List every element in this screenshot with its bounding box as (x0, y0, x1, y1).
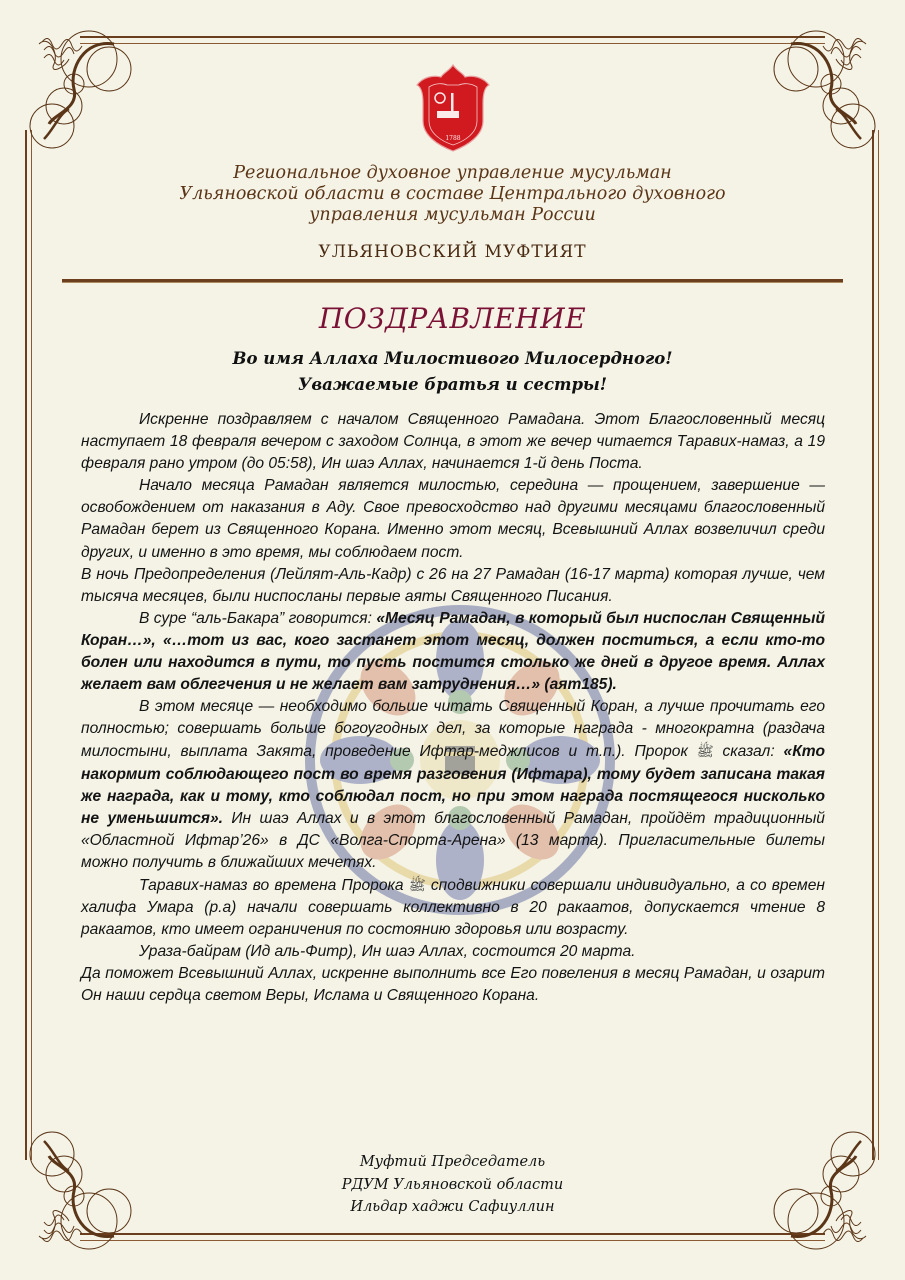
paragraph-text: В этом месяце — необходимо больше читать Священный Коран, а лучше прочитать его полностью; совершать больше богоугодных дел, за которые награда - многократна (раздача милостыни, выплата Закята, проведение Ифтар-меджлисов и т.п.). Пророк (81, 698, 825, 761)
frame-bottom-border (80, 1233, 825, 1241)
greeting-line-address: Уважаемые братья и сестры! (297, 375, 608, 394)
quran-quote: «Месяц Рамадан, в который был ниспослан Священный Коран…», «…тот из вас, кого застанет этот месяц, должен поститься, а если кто-то болен или находится в пути, то пусть постится столько же дней в другое время. Аллах желает вам облегчения и не желает вам затруднения…» (аят185). (81, 609, 825, 694)
frame-right-border (872, 130, 879, 1160)
paragraph: Искренне поздравляем с началом Священного Рамадана. Этот Благословенный месяц наступает 18 февраля вечером с заходом Солнца, в этот же вечер читается Таравих-намаз, а 19 февраля рано утром (до 05:58), Ин шаэ Аллах, начинается 1-й день Поста. (81, 411, 825, 473)
muftiyat-emblem-logo (413, 63, 493, 153)
org-line: управления мусульман России (309, 205, 596, 225)
greeting (150, 346, 755, 398)
paragraph: Ураза-байрам (Ид аль-Фитр), Ин шаэ Аллах, состоится 20 марта. (139, 943, 636, 961)
paragraph-text: Таравих-намаз во времена Пророка (139, 876, 409, 894)
signature-organization: РДУМ Ульяновской области (341, 1176, 564, 1193)
paragraph-text: Ин шаэ Аллах и в этот благословенный Рамадан, пройдёт традиционный «Областной Ифтар’26» в ДС «Волга-Спорта-Арена» (13 марта). Пригласительные билеты можно получить в ближайших мечетях. (81, 809, 825, 871)
paragraph (81, 608, 825, 696)
paragraph (81, 874, 825, 941)
paragraph: В ночь Предопределения (Лейлят-Аль-Кадр) с 26 на 27 Рамадан (16-17 марта) которая лучше, чем тысяча месяцев, были ниспосланы первые аяты Священного Писания. (81, 565, 825, 605)
organization-name (120, 163, 785, 226)
signature-title: Муфтий Председатель (359, 1154, 546, 1170)
greeting-line-basmala: Во имя Аллаха Милостивого Милосердного! (232, 349, 673, 368)
frame-left-border (25, 130, 32, 1160)
emblem-year: 1788 (445, 135, 461, 142)
signature-block (250, 1151, 655, 1219)
org-line: Региональное духовное управление мусульман (233, 163, 672, 183)
pbuh-ligature-icon: ﷺ (408, 876, 426, 893)
header-divider (62, 279, 843, 283)
flourish-corner-icon (14, 14, 154, 154)
paragraph-text: сказал: (713, 743, 784, 761)
flourish-corner-icon (751, 1126, 891, 1266)
pbuh-ligature-icon: ﷺ (696, 743, 714, 760)
hadith-quote: «Кто накормит соблюдающего пост во время разговения (Ифтара), тому будет записана такая же награда, как и тому, кто соблюдал пост, но при этом награда постящегося нисколько не уменьшится». (81, 743, 825, 827)
letter-body (81, 409, 825, 1008)
paragraph (81, 696, 825, 874)
paragraph: Начало месяца Рамадан является милостью, середина — прощением, завершение — освобождением от наказания в Аду. Свое превосходство над другими месяцами благословенный Рамадан берет из Священного Корана. Именно этот месяц, Всевышний Аллах возвеличил среди других, и именно в это время, мы соблюдаем пост. (81, 477, 825, 561)
paragraph-text: В суре “аль-Бакара” говорится: (139, 609, 377, 627)
frame-top-border (80, 36, 825, 44)
muftiyat-name: УЛЬЯНОВСКИЙ МУФТИЯТ (318, 242, 587, 262)
paragraph: Да поможет Всевышний Аллах, искренне выполнить все Его повеления в месяц Рамадан, и озарит Он наши сердца светом Веры, Ислама и Священного Корана. (81, 965, 825, 1005)
signature-name: Ильдар хаджи Сафиуллин (350, 1199, 555, 1215)
flourish-corner-icon (751, 14, 891, 154)
org-line: Ульяновской области в составе Центрального духовного (179, 184, 726, 204)
flourish-corner-icon (14, 1126, 154, 1266)
paragraph-text: сподвижники совершали индивидуально, а со времен халифа Умара (р.а) начали совершать коллективно в 20 ракаатов, допускается чтение 8 ракаатов, кто имеет ограничения по состоянию здоровья или возрасту. (81, 876, 825, 939)
document-title: ПОЗДРАВЛЕНИЕ (318, 302, 587, 335)
